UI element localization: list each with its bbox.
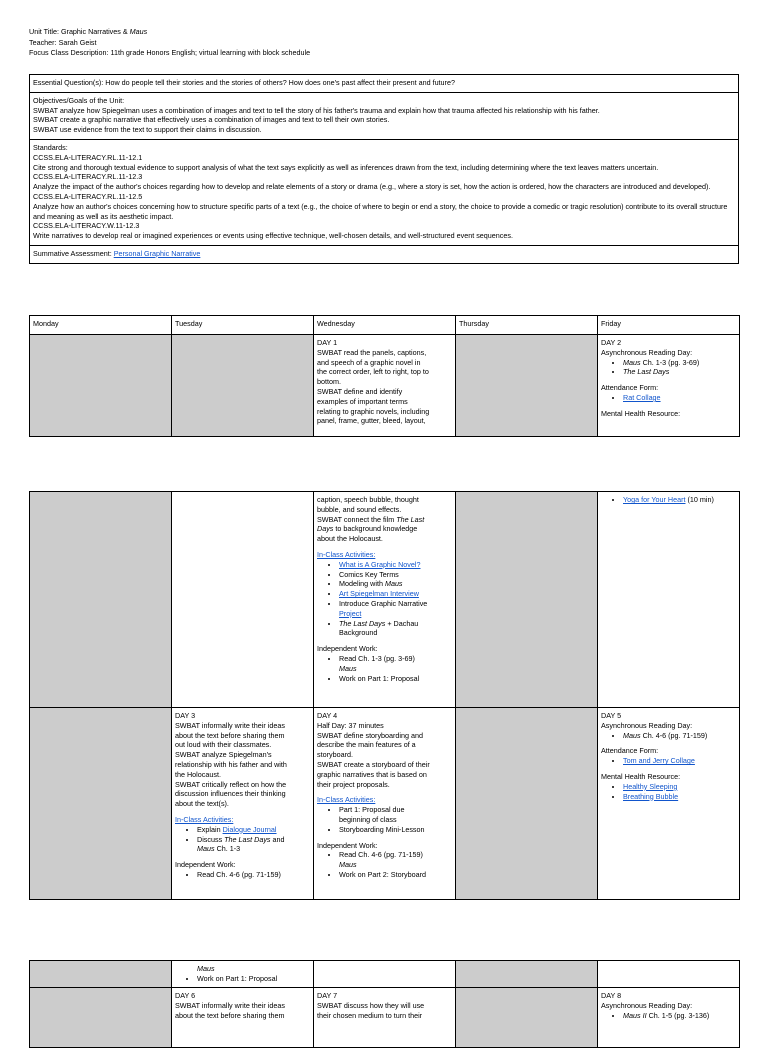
day5-cell: DAY 5 Asynchronous Reading Day: • Maus Ch. 4-6 (pg. 71-159) Attendance Form: • Tom and Jerry Collage Mental Health Resource: • Healthy Sleeping • Breathing Bubble: [598, 708, 740, 900]
objective-3: SWBAT use evidence from the text to support their claims in discussion.: [33, 125, 262, 135]
personal-graphic-narrative-link[interactable]: Personal Graphic Narrative: [113, 248, 201, 258]
day4-continued-cell: [314, 961, 456, 988]
focus-class-line: Focus Class Description: 11th grade Honors English; virtual learning with block schedule: [29, 48, 311, 57]
thursday-cell: [456, 492, 598, 708]
dialogue-journal-link[interactable]: Dialogue Journal: [222, 824, 277, 834]
monday-cell: [30, 708, 172, 900]
unit-title: Unit Title: Graphic Narratives & Maus: [29, 27, 148, 36]
standard-text: Analyze the impact of the author's choices regarding how to develop and relate elements of a story or drama (e.g., where a story is set, how the action is ordered, how the characters are introduced and developed).: [33, 182, 711, 192]
healthy-sleeping-link[interactable]: Healthy Sleeping: [623, 781, 678, 791]
tuesday-cell: [172, 335, 314, 437]
summative-assessment: Summative Assessment: Personal Graphic Narrative: [33, 248, 201, 258]
header-friday: Friday: [598, 316, 740, 335]
monday-cell: [30, 492, 172, 708]
in-class-activities-link[interactable]: In-Class Activities:: [175, 814, 234, 824]
header-wednesday: Wednesday: [314, 316, 456, 335]
what-is-graphic-novel-link[interactable]: What is A Graphic Novel?: [339, 559, 421, 569]
in-class-activities-link[interactable]: In-Class Activities:: [317, 795, 376, 805]
standards-section: Standards: CCSS.ELA-LITERACY.RL.11-12.1 Cite strong and thorough textual evidence to support analysis of what the text says explicitly as well as inferences drawn from the text, including determining where the text leaves matters uncertain. CCSS.ELA-LITERACY.RL.11-12.3 Analyze the impact of the author's choices regarding how to develop and relate elements of a story or drama (e.g., where a story is set, how the action is ordered, how the characters are introduced and developed). CCSS.ELA-LITERACY.RL.11-12.5 Analyze how an author's choices concerning how to structure specific parts of a text (e.g., the choice of where to begin or end a story, the choice to provide a comedic or tragic resolution) contribute to its overall structure and meaning as well as its aesthetic impact. CCSS.ELA-LITERACY.W.11-12.3 Write narratives to develop real or imagined experiences or events using effective technique, well-chosen details, and well-structured event sequences.: [30, 140, 738, 246]
essential-questions: Essential Question(s): How do people tell their stories and the stories of others? How does one's past affect their present and future?: [30, 75, 738, 93]
day5-continued-cell: [598, 961, 740, 988]
thursday-cell: [456, 988, 598, 1048]
week-table-3: [29, 960, 740, 1048]
standard-text: Cite strong and thorough textual evidence to support analysis of what the text says explicitly as well as inferences drawn from the text, including determining where the text leaves matters uncertain.: [33, 162, 659, 172]
thursday-cell: [456, 335, 598, 437]
day2-cell: DAY 2 Asynchronous Reading Day: • Maus Ch. 1-3 (pg. 3-69) • The Last Days Attendance Form: • Rat Collage Mental Health Resource:: [598, 335, 740, 437]
standard-code: CCSS.ELA-LITERACY.RL.11-12.3: [33, 172, 143, 182]
standard-text: Write narratives to develop real or imagined experiences or events using effective technique, well-chosen details, and well-structured event sequences.: [33, 231, 513, 241]
objective-1: SWBAT analyze how Spiegelman uses a combination of images and text to tell the story of his father's trauma and explain how that trauma affected his relationship with his father.: [33, 105, 600, 115]
thursday-cell: [456, 961, 598, 988]
day2-continued-cell: • Yoga for Your Heart (10 min): [598, 492, 740, 708]
rat-collage-link[interactable]: Rat Collage: [623, 392, 661, 402]
day1-continued-cell: caption, speech bubble, thought bubble, and sound effects. SWBAT connect the film The Last Days to background knowledge about the Holocaust. In-Class Activities: • What is A Graphic Novel? • Comics Key Terms • Modeling with Maus • Art Spiegelman Interview • Introduce Graphic Narrative Project • The Last Days + Dachau Background Independent Work: • Read Ch. 1-3 (pg. 3-69) Maus • Work on Part 1: Proposal: [314, 492, 456, 708]
teacher-line: Teacher: Sarah Geist: [29, 37, 97, 47]
unit-overview-box: [29, 74, 739, 264]
monday-cell: [30, 335, 172, 437]
objectives-section: Objectives/Goals of the Unit: SWBAT analyze how Spiegelman uses a combination of images and text to tell the story of his father's trauma and explain how that trauma affected his relationship with his father. SWBAT create a graphic narrative that effectively uses a combination of images and text to tell their own stories. SWBAT use evidence from the text to support their claims in discussion.: [30, 93, 738, 140]
objective-2: SWBAT create a graphic narrative that effectively uses a combination of images and text to tell their own stories.: [33, 115, 390, 125]
yoga-for-your-heart-link[interactable]: Yoga for Your Heart: [623, 495, 686, 504]
tom-and-jerry-collage-link[interactable]: Tom and Jerry Collage: [623, 756, 695, 766]
standard-code: CCSS.ELA-LITERACY.RL.11-12.1: [33, 152, 143, 162]
header-tuesday: Tuesday: [172, 316, 314, 335]
breathing-bubble-link[interactable]: Breathing Bubble: [623, 791, 679, 801]
standard-code: CCSS.ELA-LITERACY.RL.11-12.5: [33, 191, 143, 201]
unit-header: [29, 27, 739, 59]
monday-cell: [30, 961, 172, 988]
week-table-2: [29, 491, 740, 900]
monday-cell: [30, 988, 172, 1048]
standard-text: Analyze how an author's choices concerning how to structure specific parts of a text (e.g., the choice of where to begin or end a story, the choice to provide a comedic or tragic resolution) contribute to its overall structure and meaning as well as its aesthetic impact.: [33, 201, 728, 221]
day1-cell: DAY 1 SWBAT read the panels, captions, and speech of a graphic novel in the correct order, left to right, top to bottom. SWBAT define and identify examples of important terms relating to graphic novels, including panel, frame, gutter, bleed, layout,: [314, 335, 456, 437]
in-class-activities-link[interactable]: In-Class Activities:: [317, 549, 376, 559]
day3-cell: DAY 3 SWBAT informally write their ideas about the text before sharing them out loud with their classmates. SWBAT analyze Spiegelman's relationship with his father and with the Holocaust. SWBAT critically reflect on how the discussion influences their thinking about the text(s). In-Class Activities: • Explain Dialogue Journal • Discuss The Last Days and Maus Ch. 1-3 Independent Work: • Read Ch. 4-6 (pg. 71-159): [172, 708, 314, 900]
standard-code: CCSS.ELA-LITERACY.W.11-12.3: [33, 221, 140, 231]
day8-cell: DAY 8 Asynchronous Reading Day: • Maus II Ch. 1-5 (pg. 3-136): [598, 988, 740, 1048]
day6-cell: DAY 6 SWBAT informally write their ideas about the text before sharing them: [172, 988, 314, 1048]
week-table-1: [29, 315, 740, 437]
header-thursday: Thursday: [456, 316, 598, 335]
thursday-cell: [456, 708, 598, 900]
header-monday: Monday: [30, 316, 172, 335]
day7-cell: DAY 7 SWBAT discuss how they will use their chosen medium to turn their: [314, 988, 456, 1048]
art-spiegelman-interview-link[interactable]: Art Spiegelman Interview: [339, 589, 419, 599]
project-link[interactable]: Project: [339, 608, 362, 618]
tuesday-cell: [172, 492, 314, 708]
day4-cell: DAY 4 Half Day: 37 minutes SWBAT define storyboarding and describe the main features of a storyboard. SWBAT create a storyboard of their graphic narratives that is based on their project proposals. In-Class Activities: • Part 1: Proposal due beginning of class • Storyboarding Mini-Lesson Independent Work: • Read Ch. 4-6 (pg. 71-159) Maus • Work on Part 2: Storyboard: [314, 708, 456, 900]
day3-continued-cell: Maus • Work on Part 1: Proposal: [172, 961, 314, 988]
